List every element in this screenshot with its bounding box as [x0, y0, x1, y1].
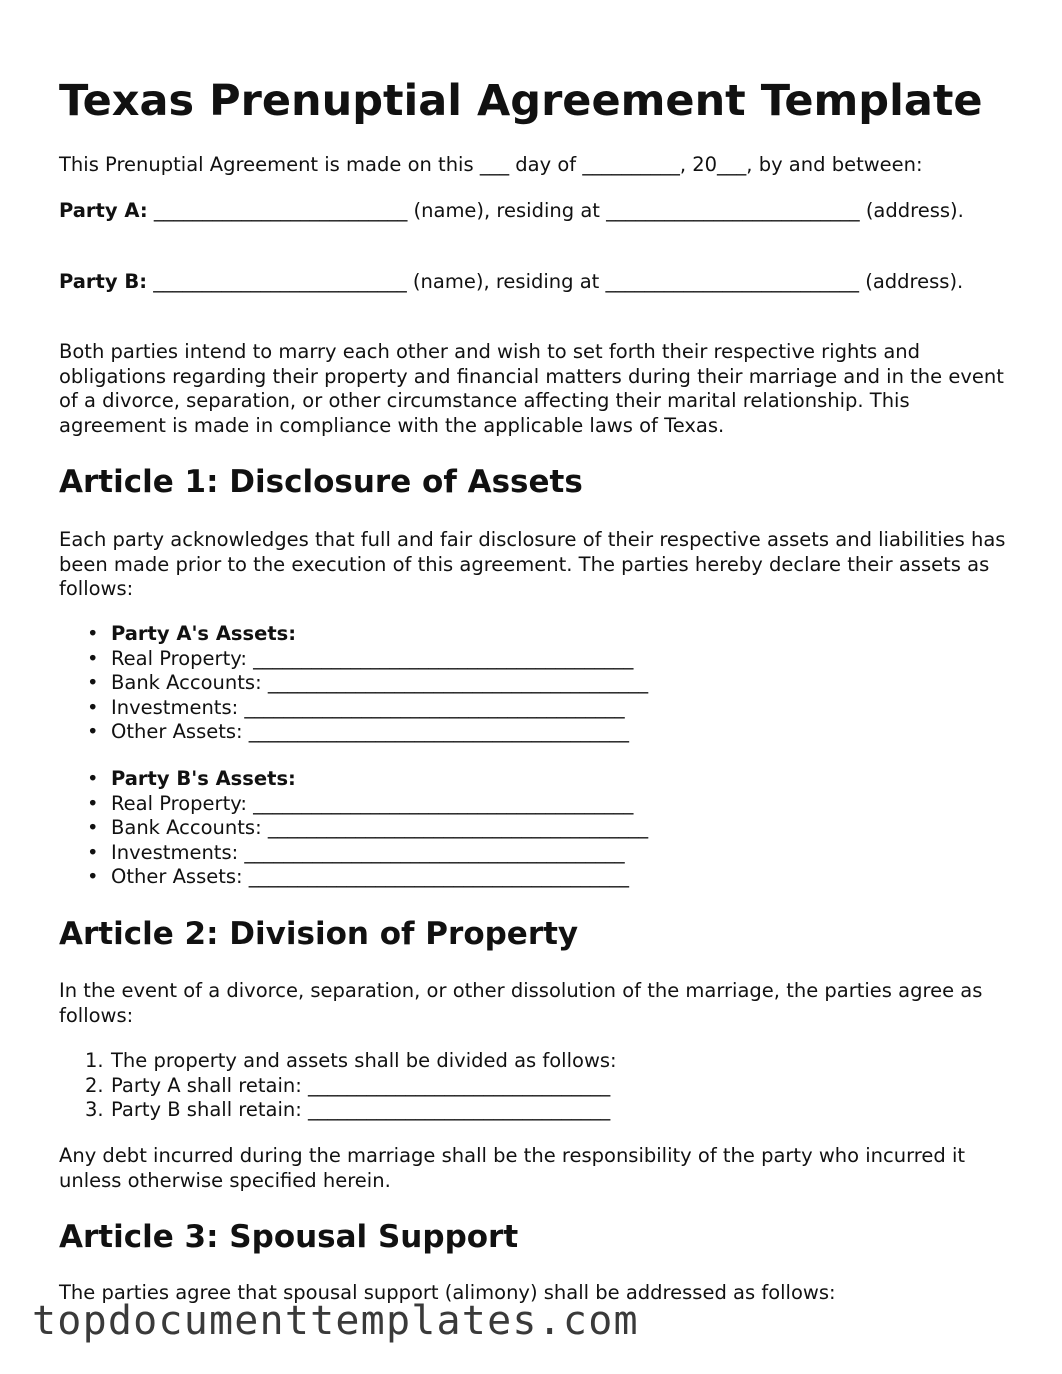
list-item: • Real Property: _______________________________________ — [87, 646, 634, 670]
bullet-icon: • — [87, 622, 99, 645]
list-item: • Other Assets: _______________________________________ — [87, 865, 630, 889]
list-item: • Investments: _______________________________________ — [87, 695, 625, 719]
intro-paragraph: This Prenuptial Agreement is made on this ___ day of __________, 20___, by and between: — [59, 153, 923, 176]
party-a-line — [59, 199, 1009, 224]
party-a-label: Party A: — [59, 199, 148, 222]
list-item: • Party A's Assets: — [87, 622, 297, 645]
bullet-icon: • — [87, 767, 99, 790]
list-item: • Bank Accounts: _______________________________________ — [87, 671, 649, 695]
list-item: • Other Assets: _______________________________________ — [87, 720, 630, 744]
bullet-icon: • — [87, 791, 99, 815]
site-watermark: topdocumenttemplates.com — [32, 1298, 639, 1344]
article-1-body: Each party acknowledges that full and fair disclosure of their respective assets and liabilities has been made prior to the execution of this agreement. The parties hereby declare their assets as follows: — [59, 528, 1006, 601]
list-item: 1. The property and assets shall be divided as follows: — [85, 1049, 617, 1072]
party-b-line — [59, 270, 1009, 295]
list-item: • Bank Accounts: _______________________________________ — [87, 816, 649, 840]
article-3-body: The parties agree that spousal support (alimony) shall be addressed as follows: — [59, 1281, 836, 1304]
party-b-label: Party B: — [59, 270, 148, 293]
party-b-text: __________________________ (name), residing at __________________________ (address). — [147, 270, 964, 293]
article-2-heading: Article 2: Division of Property — [59, 916, 579, 952]
party-a-text: __________________________ (name), residing at __________________________ (address). — [147, 199, 964, 222]
bullet-icon: • — [87, 671, 99, 695]
division-list — [59, 1049, 959, 1123]
debt-paragraph: Any debt incurred during the marriage shall be the responsibility of the party who incurred it unless otherwise specified herein. — [59, 1144, 966, 1192]
bullet-icon: • — [87, 695, 99, 719]
list-item: • Real Property: _______________________________________ — [87, 791, 634, 815]
bullet-icon: • — [87, 840, 99, 864]
list-item: • Party B's Assets: — [87, 767, 296, 790]
document-title: Texas Prenuptial Agreement Template — [59, 76, 983, 126]
article-2-body: In the event of a divorce, separation, or other dissolution of the marriage, the parties agree as follows: — [59, 979, 983, 1027]
bullet-icon: • — [87, 865, 99, 889]
purpose-paragraph: Both parties intend to marry each other and wish to set forth their respective rights and obligations regarding their property and financial matters during their marriage and in the event of a divorce, separation, or other circumstance affecting their marital relationship. This agreement is made in compliance with the applicable laws of Texas. — [59, 340, 1004, 437]
article-3-heading: Article 3: Spousal Support — [59, 1219, 519, 1255]
list-item: • Investments: _______________________________________ — [87, 840, 625, 864]
list-item: 3. Party B shall retain: _______________________________ — [85, 1098, 611, 1122]
bullet-icon: • — [87, 816, 99, 840]
bullet-icon: • — [87, 720, 99, 744]
article-1-heading: Article 1: Disclosure of Assets — [59, 464, 583, 500]
bullet-icon: • — [87, 646, 99, 670]
list-item: 2. Party A shall retain: _______________________________ — [85, 1073, 611, 1097]
party-b-assets-list — [59, 767, 959, 890]
party-a-assets-list — [59, 622, 959, 745]
